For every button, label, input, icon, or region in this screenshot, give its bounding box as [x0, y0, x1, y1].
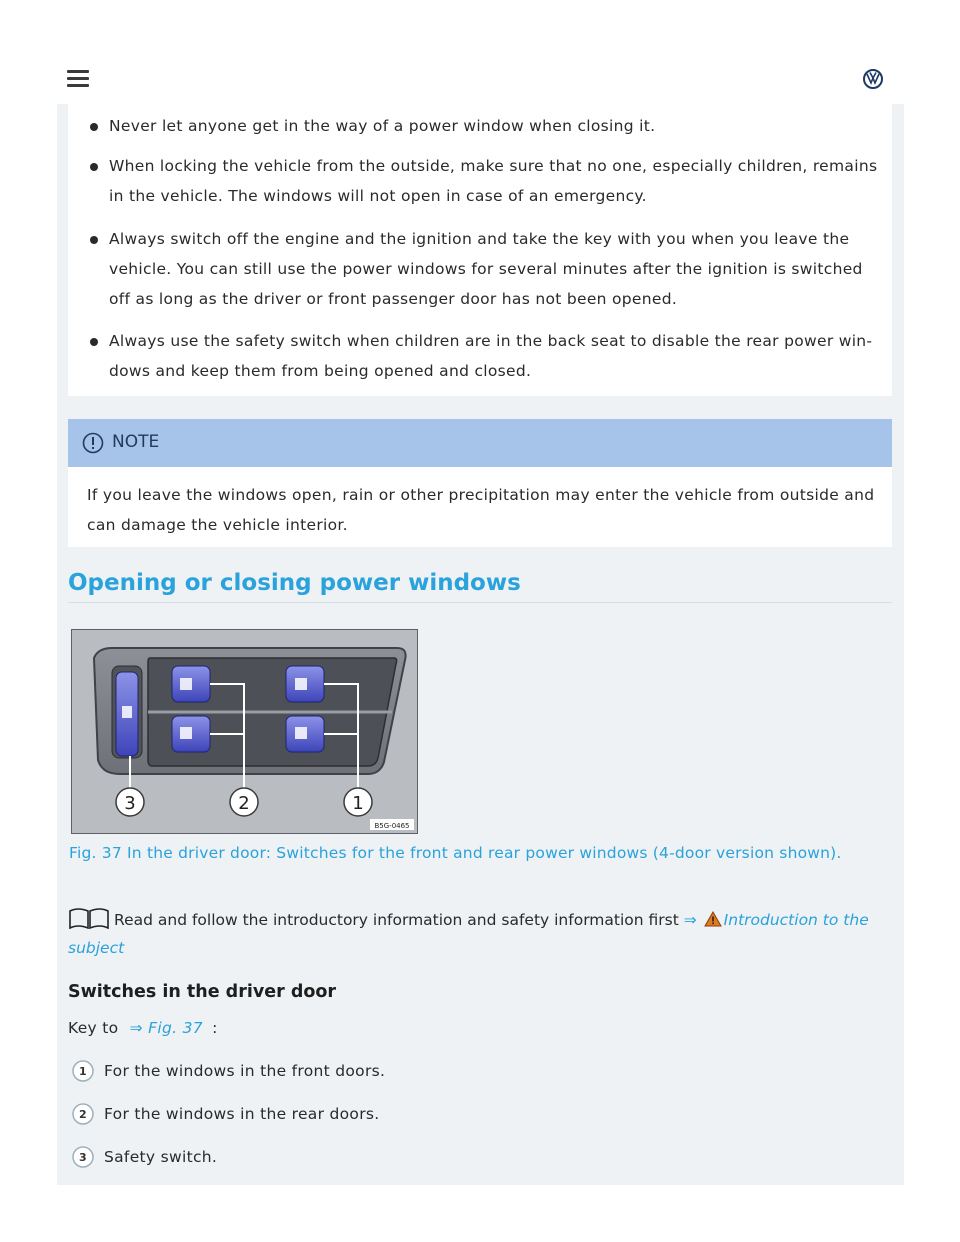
intro-arrow: ⇒: [683, 911, 697, 929]
number-badge-icon: [72, 1060, 94, 1082]
warning-triangle-icon: [704, 911, 722, 927]
figure-link[interactable]: Fig. 37: [148, 1019, 203, 1037]
intro-link[interactable]: Introduction to the subject: [68, 911, 869, 957]
key-suffix: :: [212, 1019, 218, 1037]
callout-3-label: 3: [124, 793, 136, 814]
note-header: [68, 419, 892, 467]
vw-logo-icon[interactable]: [863, 69, 883, 89]
callout-2-label: 2: [238, 793, 250, 814]
note-text: If you leave the windows open, rain or other precipitation may enter the vehicle from outside and can damage the vehicle interior.: [87, 486, 875, 534]
badge-number: 3: [79, 1151, 87, 1164]
switch-panel-figure: [71, 629, 418, 834]
figure-caption: Fig. 37 In the driver door: Switches for the front and rear power windows (4-door version shown).: [69, 844, 842, 862]
section-title: Opening or closing power windows: [68, 570, 892, 603]
key-item-text: For the windows in the front doors.: [104, 1062, 386, 1080]
warning-item: Never let anyone get in the way of a power window when closing it.: [109, 111, 879, 141]
key-arrow: ⇒: [129, 1019, 143, 1037]
number-badge-icon: [72, 1146, 94, 1168]
exclamation-circle-icon: [82, 432, 104, 454]
badge-number: 1: [79, 1065, 87, 1078]
figure-code: B5G-0465: [374, 822, 410, 830]
callout-1-label: 1: [352, 793, 364, 814]
number-badge-icon: [72, 1103, 94, 1125]
switch-panel-illustration: [72, 630, 417, 833]
intro-text: Read and follow the introductory information and safety information first: [114, 911, 679, 929]
key-line: [68, 1019, 218, 1037]
page-content: [57, 104, 904, 1185]
top-bar: [57, 50, 904, 105]
warning-box: [68, 104, 892, 396]
note-box: [68, 419, 892, 547]
key-item-text: Safety switch.: [104, 1148, 218, 1166]
book-icon: [68, 907, 110, 929]
menu-icon[interactable]: [67, 70, 89, 88]
badge-number: 2: [79, 1108, 87, 1121]
switches-heading: Switches in the driver door: [68, 982, 337, 1002]
warning-item: Always switch off the engine and the ignition and take the key with you when you leave the vehicle. You can still use the power windows for several minutes after the ignition is switched off as long as the driver or front passenger door has not been opened.: [109, 224, 879, 314]
warning-item: When locking the vehicle from the outside, make sure that no one, especially children, remains in the vehicle. The windows will not open in case of an emergency.: [109, 151, 879, 211]
key-prefix: Key to: [68, 1019, 119, 1037]
intro-line: [68, 906, 892, 962]
note-title: NOTE: [112, 432, 160, 452]
key-item-text: For the windows in the rear doors.: [104, 1105, 380, 1123]
warning-item: Always use the safety switch when children are in the back seat to disable the rear power win-dows and keep them from being opened and closed.: [109, 326, 879, 386]
